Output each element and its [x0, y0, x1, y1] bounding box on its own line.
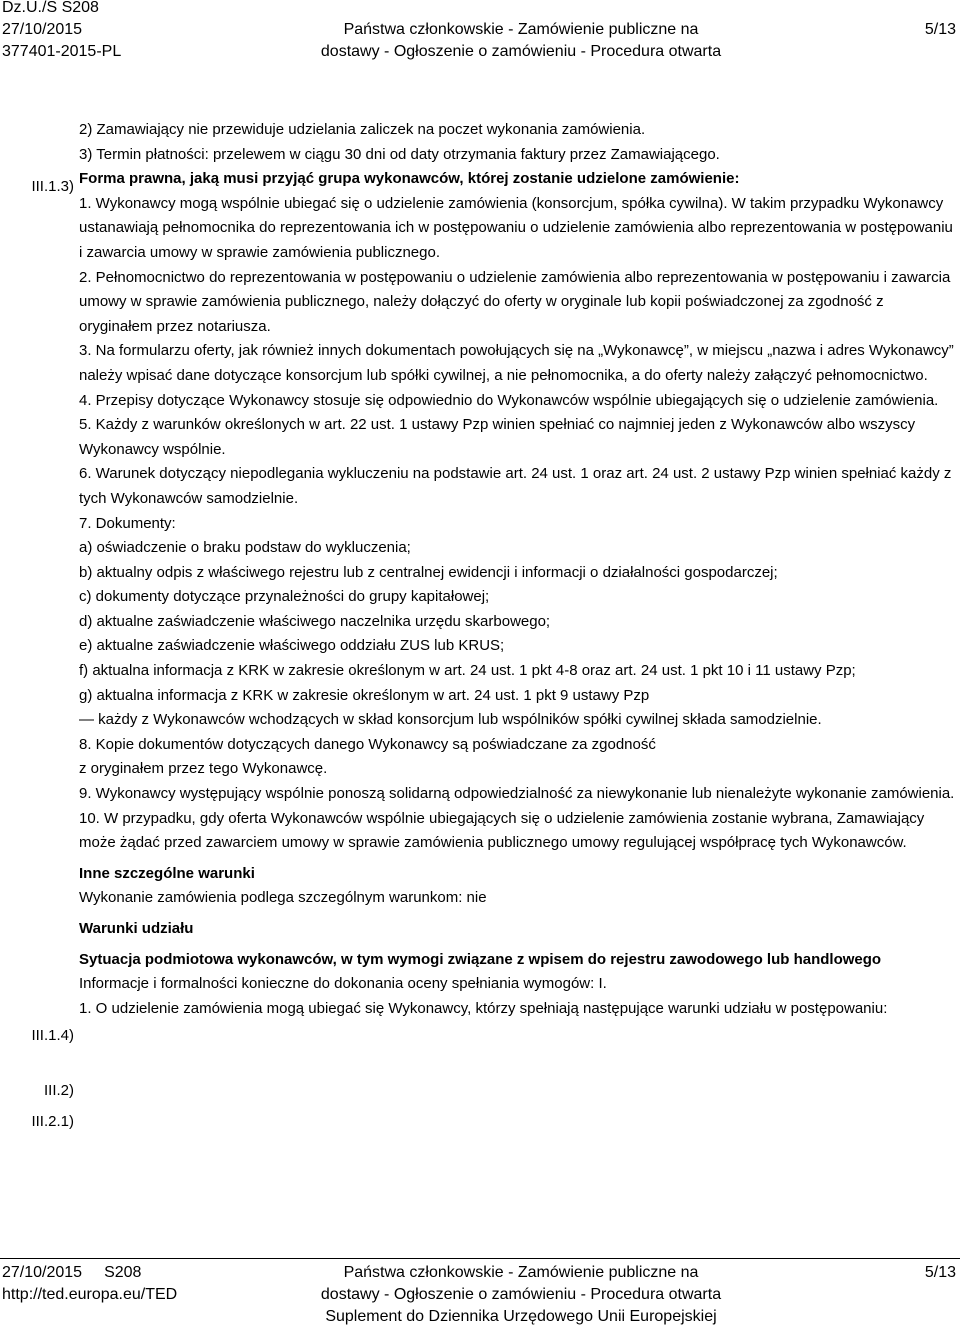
paragraph: 3. Na formularzu oferty, jak również innych dokumentach powołujących się na „Wykonawcę”, w miejscu „nazwa i adres Wykonawcy” należy wpisać dane dotyczące konsorcjum lub spółki cywilnej, a nie pełnomocnika, a do oferty należy załączyć pełnomocnictwo.: [79, 342, 954, 384]
footer-divider: [0, 1258, 960, 1259]
section-heading: Sytuacja podmiotowa wykonawców, w tym wymogi związane z wpisem do rejestru zawodowego lub handlowego: [79, 950, 882, 968]
section-number-iii-1-3: III.1.3): [31, 178, 74, 195]
paragraph: 7. Dokumenty:: [79, 514, 176, 532]
footer-series: S208: [104, 1264, 142, 1281]
paragraph: 8. Kopie dokumentów dotyczących danego Wykonawcy są poświadczane za zgodność: [79, 735, 656, 753]
paragraph: 1. Wykonawcy mogą wspólnie ubiegać się o udzielenie zamówienia (konsorcjum, spółka cywilna). W takim przypadku Wykonawcy ustanawiają pełnomocnika do reprezentowania ich w postępowaniu o udzielenie zamówienia albo reprezentowania w postępowaniu i zawarcia umowy w sprawie zamówienia publicznego.: [79, 194, 953, 261]
header-title: [300, 19, 742, 63]
footer-title-line3: Suplement do Dziennika Urzędowego Unii Europejskiej: [325, 1308, 717, 1325]
header-page-number: 5/13: [924, 21, 956, 38]
section-heading: Forma prawna, jaką musi przyjąć grupa wykonawców, której zostanie udzielone zamówienie:: [79, 170, 740, 188]
notice-id: 377401-2015-PL: [2, 43, 122, 60]
paragraph: 5. Każdy z warunków określonych w art. 22 ust. 1 ustawy Pzp winien spełniać co najmniej jeden z Wykonawców albo wszyscy Wykonawcy wspólnie.: [79, 416, 916, 458]
paragraph: 4. Przepisy dotyczące Wykonawcy stosuje się odpowiednio do Wykonawców wspólnie ubiegających się o udzielenie zamówienia.: [79, 391, 939, 409]
paragraph: 2. Pełnomocnictwo do reprezentowania w postępowaniu o udzielenie zamówienia albo reprezentowania w postępowaniu i zawarcia umowy w sprawie zamówienia publicznego, należy dołączyć do oferty w oryginale lub kopii poświadczonej za zgodność z oryginałem przez notariusza.: [79, 268, 951, 335]
section-heading: Warunki udziału: [79, 920, 194, 937]
header-left: [2, 0, 262, 63]
section-number-iii-1-4: III.1.4): [31, 1027, 74, 1044]
paragraph: Wykonanie zamówienia podlega szczególnym warunkom: nie: [79, 889, 487, 907]
header-title-line2: dostawy - Ogłoszenie o zamówieniu - Procedura otwarta: [320, 43, 722, 60]
list-item: d) aktualne zaświadczenie właściwego naczelnika urzędu skarbowego;: [79, 612, 551, 630]
list-item: g) aktualna informacja z KRK w zakresie określonym w art. 24 ust. 1 pkt 9 ustawy Pzp: [79, 686, 650, 704]
header-title-line1: Państwa członkowskie - Zamówienie publiczne na: [343, 21, 699, 38]
paragraph: Informacje i formalności konieczne do dokonania oceny spełniania wymogów: I.: [79, 975, 607, 993]
list-item: e) aktualne zaświadczenie właściwego oddziału ZUS lub KRUS;: [79, 637, 505, 655]
list-item: f) aktualna informacja z KRK w zakresie określonym w art. 24 ust. 1 pkt 4-8 oraz art. 24 ust. 1 pkt 10 i 11 ustawy Pzp;: [79, 662, 856, 680]
footer-url[interactable]: http://ted.europa.eu/TED: [2, 1286, 178, 1303]
body-text: [79, 118, 955, 1021]
section-number-iii-2-1: III.2.1): [31, 1113, 74, 1130]
paragraph: — każdy z Wykonawców wchodzących w skład konsorcjum lub wspólników spółki cywilnej składa samodzielnie.: [79, 711, 822, 729]
header-date: 27/10/2015: [2, 21, 83, 38]
footer-left: [2, 1262, 262, 1306]
paragraph: z oryginałem przez tego Wykonawcę.: [79, 760, 328, 778]
list-item: b) aktualny odpis z właściwego rejestru lub z centralnej ewidencji i informacji o działalności gospodarczej;: [79, 563, 778, 581]
list-item: c) dokumenty dotyczące przynależności do grupy kapitałowej;: [79, 588, 490, 606]
paragraph: 3) Termin płatności: przelewem w ciągu 30 dni od daty otrzymania faktury przez Zamawiającego.: [79, 145, 720, 163]
footer-date-series: [2, 1262, 262, 1284]
paragraph: 10. W przypadku, gdy oferta Wykonawców wspólnie ubiegających się o udzielenie zamówienia zostanie wybrana, Zamawiający może żądać przed zawarciem umowy w sprawie zamówienia publicznego umowy regulującej współpracę tych Wykonawców.: [79, 809, 925, 852]
paragraph: 9. Wykonawcy występujący wspólnie ponoszą solidarną odpowiedzialność za niewykonanie lub nienależyte wykonanie zamówienia.: [79, 785, 955, 803]
journal-ref: Dz.U./S S208: [2, 0, 99, 16]
section-number-iii-2: III.2): [43, 1082, 74, 1099]
footer-page-number: 5/13: [924, 1264, 956, 1281]
footer-title: [300, 1262, 742, 1328]
paragraph: 2) Zamawiający nie przewiduje udzielania zaliczek na poczet wykonania zamówienia.: [79, 121, 646, 138]
list-item: a) oświadczenie o braku podstaw do wykluczenia;: [79, 539, 411, 557]
footer-date: 27/10/2015: [2, 1264, 83, 1281]
footer-title-line2: dostawy - Ogłoszenie o zamówieniu - Procedura otwarta: [320, 1286, 722, 1303]
paragraph: 6. Warunek dotyczący niepodlegania wykluczeniu na podstawie art. 24 ust. 1 oraz art. 24 ust. 2 ustawy Pzp winien spełniać każdy z tych Wykonawców samodzielnie.: [79, 465, 952, 507]
section-heading: Inne szczególne warunki: [79, 864, 255, 882]
paragraph: 1. O udzielenie zamówienia mogą ubiegać się Wykonawcy, którzy spełniają następujące warunki udziału w postępowaniu:: [79, 999, 888, 1017]
footer-title-line1: Państwa członkowskie - Zamówienie publiczne na: [343, 1264, 699, 1281]
